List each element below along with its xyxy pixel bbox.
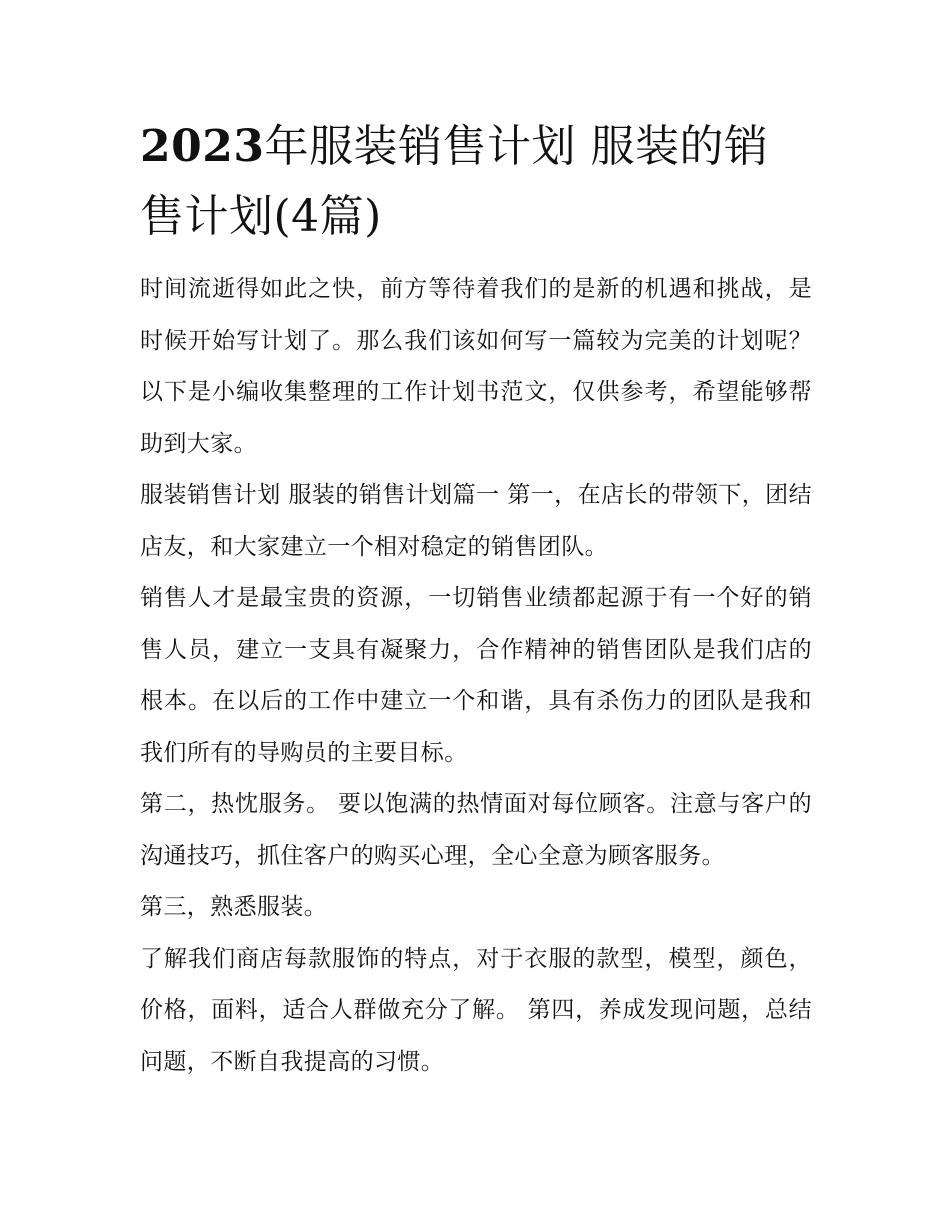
paragraph-service: 第二，热忱服务。 要以饱满的热情面对每位顾客。注意与客户的沟通技巧，抓住客户的购买心理，全心全意为顾客服务。 (140, 791, 812, 869)
paragraph-intro: 时间流逝得如此之快，前方等待着我们的是新的机遇和挑战，是时候开始写计划了。那么我们该如何写一篇较为完美的计划呢？以下是小编收集整理的工作计划书范文，仅供参考，希望能够帮助到大家。 (140, 276, 812, 457)
title-year: 2023 (140, 121, 265, 172)
document-page (140, 112, 812, 1088)
paragraph-product-knowledge: 了解我们商店每款服饰的特点，对于衣服的款型，模型，颜色，价格，面料，适合人群做充分了解。 第四，养成发现问题，总结问题，不断自我提高的习惯。 (140, 945, 812, 1075)
document-title: 2023年服装销售计划 服装的销售计划(4篇) (140, 121, 769, 242)
paragraph-know-clothing: 第三，熟悉服装。 (140, 894, 328, 920)
paragraph-section-one: 服装销售计划 服装的销售计划篇一 第一，在店长的带领下，团结店友，和大家建立一个相对稳定的销售团队。 (140, 482, 812, 560)
paragraph-sales-team: 销售人才是最宝贵的资源，一切销售业绩都起源于有一个好的销售人员，建立一支具有凝聚力，合作精神的销售团队是我们店的根本。在以后的工作中建立一个和谐，具有杀伤力的团队是我和我们所有的导购员的主要目标。 (140, 585, 812, 766)
